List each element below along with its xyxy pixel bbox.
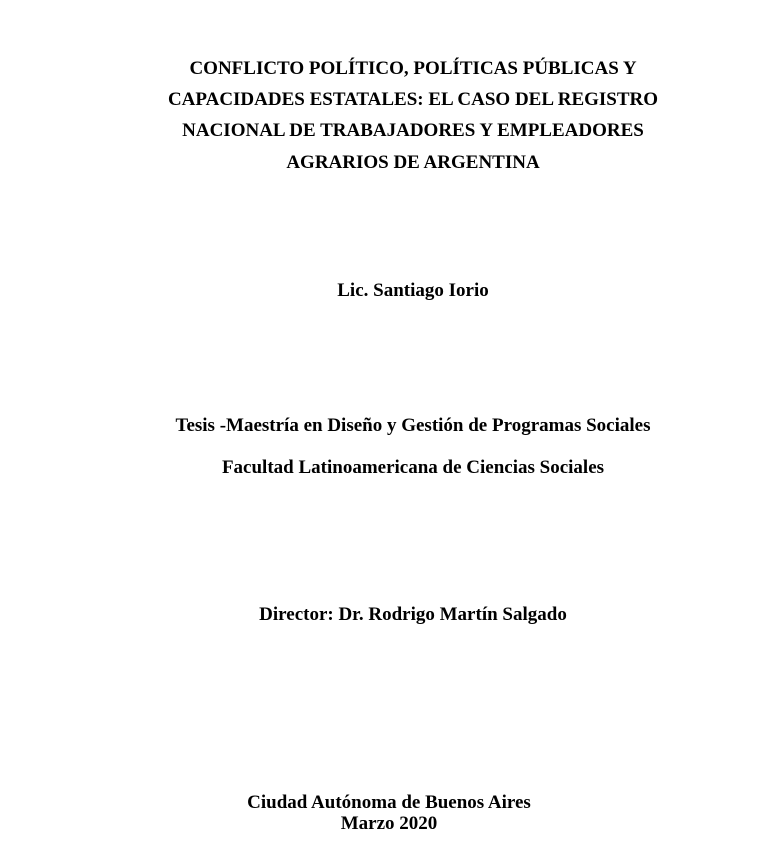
place: Ciudad Autónoma de Buenos Aires [247, 792, 531, 813]
title-line-1: CONFLICTO POLÍTICO, POLÍTICAS PÚBLICAS Y [189, 58, 637, 79]
thesis-director: Director: Dr. Rodrigo Martín Salgado [259, 604, 567, 625]
date: Marzo 2020 [340, 813, 438, 834]
title-line-4: AGRARIOS DE ARGENTINA [286, 152, 540, 173]
title-line-2: CAPACIDADES ESTATALES: EL CASO DEL REGISTRO [167, 89, 659, 110]
thesis-institution: Facultad Latinoamericana de Ciencias Sociales [221, 457, 605, 478]
author-name: Lic. Santiago Iorio [337, 280, 489, 301]
thesis-program: Tesis -Maestría en Diseño y Gestión de Programas Sociales [175, 415, 651, 436]
title-line-3: NACIONAL DE TRABAJADORES Y EMPLEADORES [182, 120, 644, 141]
